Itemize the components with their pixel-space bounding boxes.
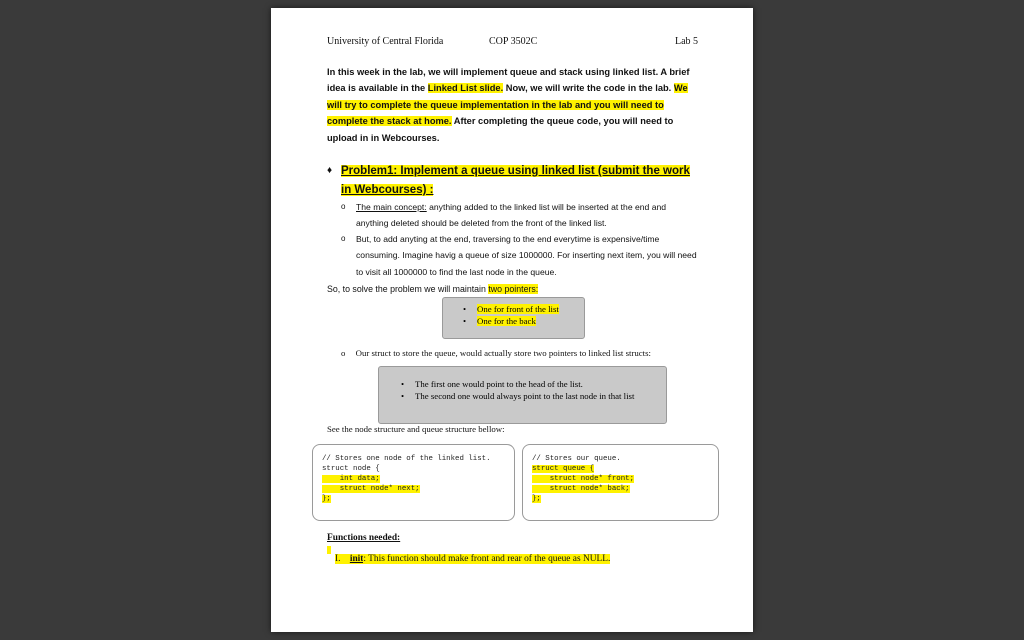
function-description: : This function should make front and rear of the queue as NULL.: [363, 554, 611, 564]
circle-bullet-icon: o: [341, 234, 346, 243]
concept-text: anything added to the linked list will be inserted at the end and anything deleted should be deleted from the front of the linked list.: [356, 202, 667, 229]
code-line: struct queue {: [532, 465, 595, 473]
highlight-mark: [327, 546, 331, 554]
see-structures-text: See the node structure and queue structure bellow:: [327, 424, 505, 434]
function-number: I.: [335, 554, 341, 564]
queue-struct-code: [522, 444, 719, 521]
solve-line: [327, 284, 538, 294]
header-university: University of Central Florida: [327, 36, 444, 47]
solve-text: So, to solve the problem we will maintain: [327, 284, 489, 294]
diamond-bullet-icon: ♦: [327, 165, 333, 176]
struct-item-1: The first one would point to the head of the list.: [415, 379, 583, 389]
concept-text-2: But, to add anyting at the end, traversing to the end everytime is expensive/time consuming. Imagine havig a queue of size 1000000. For inserting next item, you will need to visit all 1000000 to find the last node in the queue.: [356, 234, 697, 277]
code-line: struct node* next;: [322, 485, 420, 493]
node-struct-code: [312, 444, 515, 521]
solve-highlight: two pointers:: [488, 284, 539, 294]
bullet-icon: •: [401, 391, 405, 401]
pointers-box: [442, 297, 585, 339]
code-line: };: [322, 495, 331, 503]
code-line: struct node {: [322, 465, 380, 473]
linked-list-slide-link[interactable]: Linked List slide.: [427, 83, 504, 94]
bullet-icon: •: [401, 379, 405, 389]
header-lab: Lab 5: [675, 36, 699, 47]
code-line: int data;: [322, 475, 380, 483]
struct-note-text: Our struct to store the queue, would actually store two pointers to linked list structs:: [355, 348, 651, 358]
function-item-init: [335, 554, 610, 564]
intro-highlight: We will try to complete the queue implementation in the lab and you will need to complete the stack at home.: [327, 83, 688, 127]
circle-bullet-icon: o: [341, 202, 346, 211]
bullet-icon: •: [463, 316, 467, 326]
code-line: };: [532, 495, 541, 503]
concept-label: The main concept:: [356, 202, 427, 212]
function-name: init: [349, 554, 364, 564]
code-line: // Stores one node of the linked list.: [322, 455, 491, 463]
functions-heading: Functions needed:: [327, 533, 401, 543]
pointer-item-1: One for front of the list: [477, 304, 559, 314]
struct-note: [341, 348, 651, 358]
struct-item-2: The second one would always point to the last node in that list: [415, 391, 635, 401]
circle-bullet-icon: o: [341, 348, 346, 358]
problem1-title: Problem1: Implement a queue using linked list (submit the work in Webcourses) :: [341, 165, 690, 196]
struct-box: [378, 366, 667, 424]
header-course: COP 3502C: [489, 36, 538, 47]
document-page: [271, 8, 753, 632]
intro-paragraph: [327, 64, 699, 146]
code-line: // Stores our queue.: [532, 455, 621, 463]
bullet-icon: •: [463, 304, 467, 314]
code-line: struct node* back;: [532, 485, 630, 493]
intro-text-5: After completing the queue code, you will need to upload in in Webcourses.: [327, 116, 674, 143]
intro-text-3: Now, we will write the code in the lab.: [503, 83, 674, 94]
intro-text-1: In this week in the lab, we will implement queue and stack using linked list. A brief idea is available in the: [327, 67, 690, 94]
code-line: struct node* front;: [532, 475, 635, 483]
pointer-item-2: One for the back: [477, 316, 536, 326]
